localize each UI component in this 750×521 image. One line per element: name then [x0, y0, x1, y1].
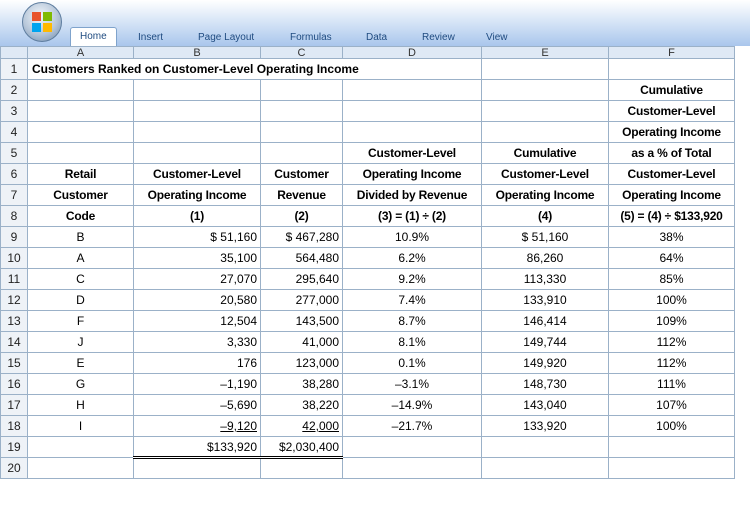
- header-cell[interactable]: Operating Income: [134, 185, 261, 206]
- cell[interactable]: [609, 59, 735, 80]
- operating-income-cell[interactable]: 176: [134, 353, 261, 374]
- row-header[interactable]: 10: [1, 248, 28, 269]
- operating-income-cell[interactable]: 27,070: [134, 269, 261, 290]
- header-cell[interactable]: Customer: [28, 185, 134, 206]
- sheet-row: [1, 101, 735, 122]
- cumulative-income-cell[interactable]: 143,040: [482, 395, 609, 416]
- cell[interactable]: [343, 80, 482, 101]
- table-row: [1, 290, 735, 311]
- customer-code-cell[interactable]: A: [28, 248, 134, 269]
- table-row: [1, 227, 735, 248]
- column-header-f[interactable]: F: [609, 47, 735, 59]
- header-cell[interactable]: Cumulative: [609, 80, 735, 101]
- table-row: [1, 311, 735, 332]
- cell[interactable]: [28, 458, 134, 479]
- cell[interactable]: [482, 101, 609, 122]
- ratio-cell[interactable]: 6.2%: [343, 248, 482, 269]
- cell[interactable]: [261, 101, 343, 122]
- customer-code-cell[interactable]: D: [28, 290, 134, 311]
- header-cell[interactable]: Operating Income: [482, 185, 609, 206]
- cumulative-percent-cell[interactable]: 85%: [609, 269, 735, 290]
- cumulative-income-cell[interactable]: 133,920: [482, 416, 609, 437]
- row-header[interactable]: 11: [1, 269, 28, 290]
- cell[interactable]: [609, 458, 735, 479]
- row-header[interactable]: 16: [1, 374, 28, 395]
- sheet-row: [1, 59, 735, 80]
- table-row: [1, 416, 735, 437]
- cumulative-income-cell[interactable]: 148,730: [482, 374, 609, 395]
- table-row: [1, 248, 735, 269]
- sheet-row: [1, 458, 735, 479]
- sheet-row: [1, 122, 735, 143]
- cell[interactable]: [134, 122, 261, 143]
- header-cell[interactable]: Customer-Level: [134, 164, 261, 185]
- worksheet-grid: [0, 46, 735, 479]
- table-row: [1, 269, 735, 290]
- header-cell[interactable]: Retail: [28, 164, 134, 185]
- operating-income-cell[interactable]: –5,690: [134, 395, 261, 416]
- tab-insert[interactable]: Insert: [138, 32, 164, 43]
- operating-income-cell[interactable]: 35,100: [134, 248, 261, 269]
- total-operating-income-cell[interactable]: $133,920: [134, 437, 261, 458]
- ratio-cell[interactable]: 8.7%: [343, 311, 482, 332]
- cumulative-percent-cell[interactable]: 100%: [609, 290, 735, 311]
- select-all-corner[interactable]: [1, 47, 28, 59]
- header-cell[interactable]: Customer-Level: [609, 164, 735, 185]
- row-header[interactable]: 17: [1, 395, 28, 416]
- cumulative-income-cell[interactable]: 113,330: [482, 269, 609, 290]
- cell[interactable]: [134, 101, 261, 122]
- operating-income-cell[interactable]: $ 51,160: [134, 227, 261, 248]
- header-cell[interactable]: Revenue: [261, 185, 343, 206]
- row-header[interactable]: 12: [1, 290, 28, 311]
- revenue-cell[interactable]: 564,480: [261, 248, 343, 269]
- customer-code-cell[interactable]: G: [28, 374, 134, 395]
- column-header-b[interactable]: B: [134, 47, 261, 59]
- cumulative-percent-cell[interactable]: 112%: [609, 353, 735, 374]
- cell[interactable]: [482, 80, 609, 101]
- revenue-cell[interactable]: [261, 416, 343, 437]
- cumulative-income-cell[interactable]: 146,414: [482, 311, 609, 332]
- table-row: [1, 395, 735, 416]
- cumulative-income-cell[interactable]: 149,920: [482, 353, 609, 374]
- header-cell[interactable]: Customer: [261, 164, 343, 185]
- tab-home[interactable]: Home: [70, 27, 117, 46]
- customer-code-cell[interactable]: C: [28, 269, 134, 290]
- cell[interactable]: [609, 437, 735, 458]
- sheet-row: [1, 185, 735, 206]
- cell[interactable]: [134, 458, 261, 479]
- row-header[interactable]: 7: [1, 185, 28, 206]
- customer-code-cell[interactable]: H: [28, 395, 134, 416]
- cell[interactable]: [482, 437, 609, 458]
- cell[interactable]: [28, 80, 134, 101]
- office-logo-icon: [31, 11, 53, 33]
- customer-code-cell[interactable]: E: [28, 353, 134, 374]
- header-cell[interactable]: Customer-Level: [343, 143, 482, 164]
- cumulative-percent-cell[interactable]: 100%: [609, 416, 735, 437]
- ratio-cell[interactable]: 7.4%: [343, 290, 482, 311]
- column-header-row: [1, 47, 735, 59]
- column-header-e[interactable]: E: [482, 47, 609, 59]
- cell[interactable]: [261, 122, 343, 143]
- header-cell[interactable]: Customer-Level: [482, 164, 609, 185]
- revenue-cell[interactable]: 277,000: [261, 290, 343, 311]
- cumulative-income-cell[interactable]: $ 51,160: [482, 227, 609, 248]
- ratio-cell[interactable]: 9.2%: [343, 269, 482, 290]
- cumulative-percent-cell[interactable]: 107%: [609, 395, 735, 416]
- header-cell[interactable]: (5) = (4) ÷ $133,920: [609, 206, 735, 227]
- revenue-value: 42,000: [302, 419, 339, 433]
- header-cell[interactable]: as a % of Total: [609, 143, 735, 164]
- operating-income-cell[interactable]: –1,190: [134, 374, 261, 395]
- cell[interactable]: [28, 143, 134, 164]
- operating-income-cell[interactable]: [134, 416, 261, 437]
- cell[interactable]: [261, 80, 343, 101]
- header-cell[interactable]: (4): [482, 206, 609, 227]
- header-cell[interactable]: Customer-Level: [609, 101, 735, 122]
- header-cell[interactable]: (3) = (1) ÷ (2): [343, 206, 482, 227]
- table-row: [1, 353, 735, 374]
- tab-formulas[interactable]: Formulas: [290, 32, 332, 43]
- customer-code-cell[interactable]: J: [28, 332, 134, 353]
- row-header[interactable]: 18: [1, 416, 28, 437]
- sheet-title-cell[interactable]: [28, 59, 482, 80]
- customer-code-cell[interactable]: I: [28, 416, 134, 437]
- cell[interactable]: [134, 143, 261, 164]
- office-button[interactable]: [22, 2, 62, 42]
- cell[interactable]: [134, 80, 261, 101]
- sheet-row: [1, 164, 735, 185]
- tab-page-layout[interactable]: Page Layout: [198, 32, 255, 43]
- cumulative-percent-cell[interactable]: 112%: [609, 332, 735, 353]
- ratio-cell[interactable]: 10.9%: [343, 227, 482, 248]
- header-cell[interactable]: (2): [261, 206, 343, 227]
- sheet-row: [1, 143, 735, 164]
- revenue-cell[interactable]: 38,220: [261, 395, 343, 416]
- column-header-d[interactable]: D: [343, 47, 482, 59]
- total-revenue-cell[interactable]: $2,030,400: [261, 437, 343, 458]
- cell[interactable]: [343, 458, 482, 479]
- row-header[interactable]: 5: [1, 143, 28, 164]
- row-header[interactable]: 6: [1, 164, 28, 185]
- cumulative-percent-cell[interactable]: 111%: [609, 374, 735, 395]
- cumulative-percent-cell[interactable]: 109%: [609, 311, 735, 332]
- header-cell[interactable]: Divided by Revenue: [343, 185, 482, 206]
- row-header[interactable]: 20: [1, 458, 28, 479]
- cell[interactable]: [343, 101, 482, 122]
- header-cell[interactable]: Cumulative: [482, 143, 609, 164]
- revenue-cell[interactable]: 295,640: [261, 269, 343, 290]
- table-row: [1, 374, 735, 395]
- header-cell[interactable]: Operating Income: [609, 122, 735, 143]
- operating-income-value: –9,120: [220, 419, 257, 433]
- sheet-row: [1, 80, 735, 101]
- sheet-title: Customers Ranked on Customer-Level Operating Income: [32, 62, 359, 76]
- sheet-row: [1, 206, 735, 227]
- header-cell[interactable]: Operating Income: [343, 164, 482, 185]
- cell[interactable]: [343, 122, 482, 143]
- totals-row: [1, 437, 735, 458]
- row-header[interactable]: 8: [1, 206, 28, 227]
- row-header[interactable]: 4: [1, 122, 28, 143]
- tab-review[interactable]: Review: [422, 32, 455, 43]
- cell[interactable]: [28, 122, 134, 143]
- tab-view[interactable]: View: [486, 32, 508, 43]
- cumulative-income-cell[interactable]: 86,260: [482, 248, 609, 269]
- row-header[interactable]: 1: [1, 59, 28, 80]
- column-header-a[interactable]: A: [28, 47, 134, 59]
- row-header[interactable]: 13: [1, 311, 28, 332]
- revenue-cell[interactable]: $ 467,280: [261, 227, 343, 248]
- ribbon: [0, 0, 750, 46]
- customer-code-cell[interactable]: F: [28, 311, 134, 332]
- cell[interactable]: [261, 458, 343, 479]
- ratio-cell[interactable]: 8.1%: [343, 332, 482, 353]
- cumulative-income-cell[interactable]: 133,910: [482, 290, 609, 311]
- cumulative-percent-cell[interactable]: 64%: [609, 248, 735, 269]
- revenue-cell[interactable]: 38,280: [261, 374, 343, 395]
- cell[interactable]: [482, 59, 609, 80]
- cumulative-percent-cell[interactable]: 38%: [609, 227, 735, 248]
- revenue-cell[interactable]: 123,000: [261, 353, 343, 374]
- cell[interactable]: [28, 437, 134, 458]
- header-cell[interactable]: (1): [134, 206, 261, 227]
- table-row: [1, 332, 735, 353]
- tab-data[interactable]: Data: [366, 32, 388, 43]
- ratio-cell[interactable]: –21.7%: [343, 416, 482, 437]
- row-header[interactable]: 2: [1, 80, 28, 101]
- cell[interactable]: [482, 458, 609, 479]
- cell[interactable]: [28, 101, 134, 122]
- revenue-cell[interactable]: 41,000: [261, 332, 343, 353]
- row-header[interactable]: 19: [1, 437, 28, 458]
- row-header[interactable]: 9: [1, 227, 28, 248]
- row-header[interactable]: 14: [1, 332, 28, 353]
- cumulative-income-cell[interactable]: 149,744: [482, 332, 609, 353]
- operating-income-cell[interactable]: 12,504: [134, 311, 261, 332]
- operating-income-cell[interactable]: 3,330: [134, 332, 261, 353]
- column-header-c[interactable]: C: [261, 47, 343, 59]
- operating-income-cell[interactable]: 20,580: [134, 290, 261, 311]
- ratio-cell[interactable]: –3.1%: [343, 374, 482, 395]
- ratio-cell[interactable]: –14.9%: [343, 395, 482, 416]
- cell[interactable]: [261, 143, 343, 164]
- ratio-cell[interactable]: 0.1%: [343, 353, 482, 374]
- cell[interactable]: [482, 122, 609, 143]
- row-header[interactable]: 15: [1, 353, 28, 374]
- revenue-cell[interactable]: 143,500: [261, 311, 343, 332]
- cell[interactable]: [343, 437, 482, 458]
- header-cell[interactable]: Operating Income: [609, 185, 735, 206]
- row-header[interactable]: 3: [1, 101, 28, 122]
- customer-code-cell[interactable]: B: [28, 227, 134, 248]
- header-cell[interactable]: Code: [28, 206, 134, 227]
